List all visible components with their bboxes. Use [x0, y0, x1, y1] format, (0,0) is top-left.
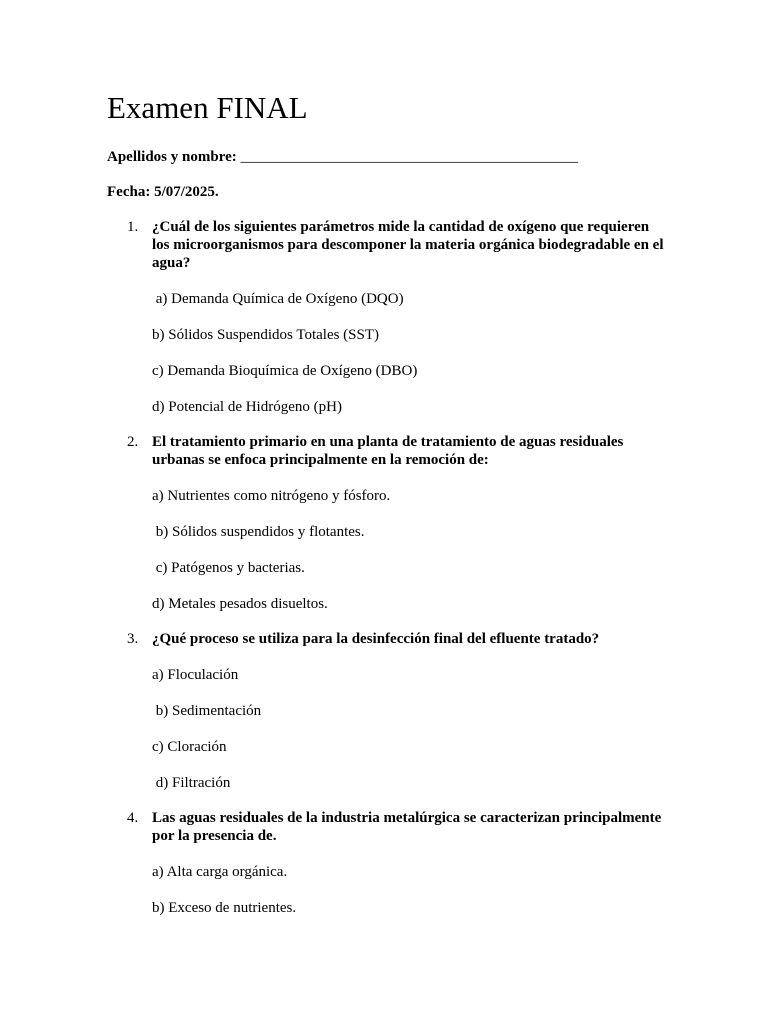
- answer-option: a) Demanda Química de Oxígeno (DQO): [152, 291, 404, 307]
- question-number: 1.: [127, 219, 139, 235]
- answer-option: b) Sólidos Suspendidos Totales (SST): [152, 327, 380, 343]
- question-number: 4.: [127, 810, 139, 826]
- answer-option: d) Metales pesados disueltos.: [152, 596, 328, 612]
- question-text: ¿Cuál de los siguientes parámetros mide la cantidad de oxígeno que requieren los microorganismos para descomponer la materia orgánica biodegradable en el agua?: [152, 219, 664, 271]
- question-number: 3.: [127, 631, 139, 647]
- date-line: Fecha: 5/07/2025.: [107, 184, 219, 200]
- answer-option: a) Floculación: [152, 667, 239, 683]
- answer-option: d) Filtración: [152, 775, 231, 791]
- answer-option: a) Nutrientes como nitrógeno y fósforo.: [152, 488, 391, 504]
- question-list: [107, 218, 667, 917]
- name-field-blank: _____________________________________________: [240, 149, 578, 165]
- name-field-label: Apellidos y nombre:: [107, 149, 237, 165]
- answer-option: c) Demanda Bioquímica de Oxígeno (DBO): [152, 363, 418, 379]
- name-field: [107, 148, 667, 166]
- answer-option: c) Patógenos y bacterias.: [152, 560, 305, 576]
- answer-option: b) Exceso de nutrientes.: [152, 900, 297, 916]
- question-1: [107, 218, 667, 416]
- question-text: Las aguas residuales de la industria metalúrgica se caracterizan principalmente por la presencia de.: [152, 810, 662, 844]
- question-text: El tratamiento primario en una planta de tratamiento de aguas residuales urbanas se enfoca principalmente en la remoción de:: [152, 434, 624, 468]
- page-title: Examen FINAL: [107, 90, 308, 125]
- exam-page: [107, 88, 667, 934]
- question-4: [107, 809, 667, 917]
- answer-option: d) Potencial de Hidrógeno (pH): [152, 399, 342, 415]
- answer-option: a) Alta carga orgánica.: [152, 864, 288, 880]
- answer-option: c) Cloración: [152, 739, 227, 755]
- answer-option: b) Sedimentación: [152, 703, 262, 719]
- question-text: ¿Qué proceso se utiliza para la desinfección final del efluente tratado?: [152, 631, 600, 647]
- answer-option: b) Sólidos suspendidos y flotantes.: [152, 524, 365, 540]
- question-number: 2.: [127, 434, 139, 450]
- question-2: [107, 433, 667, 613]
- question-3: [107, 630, 667, 792]
